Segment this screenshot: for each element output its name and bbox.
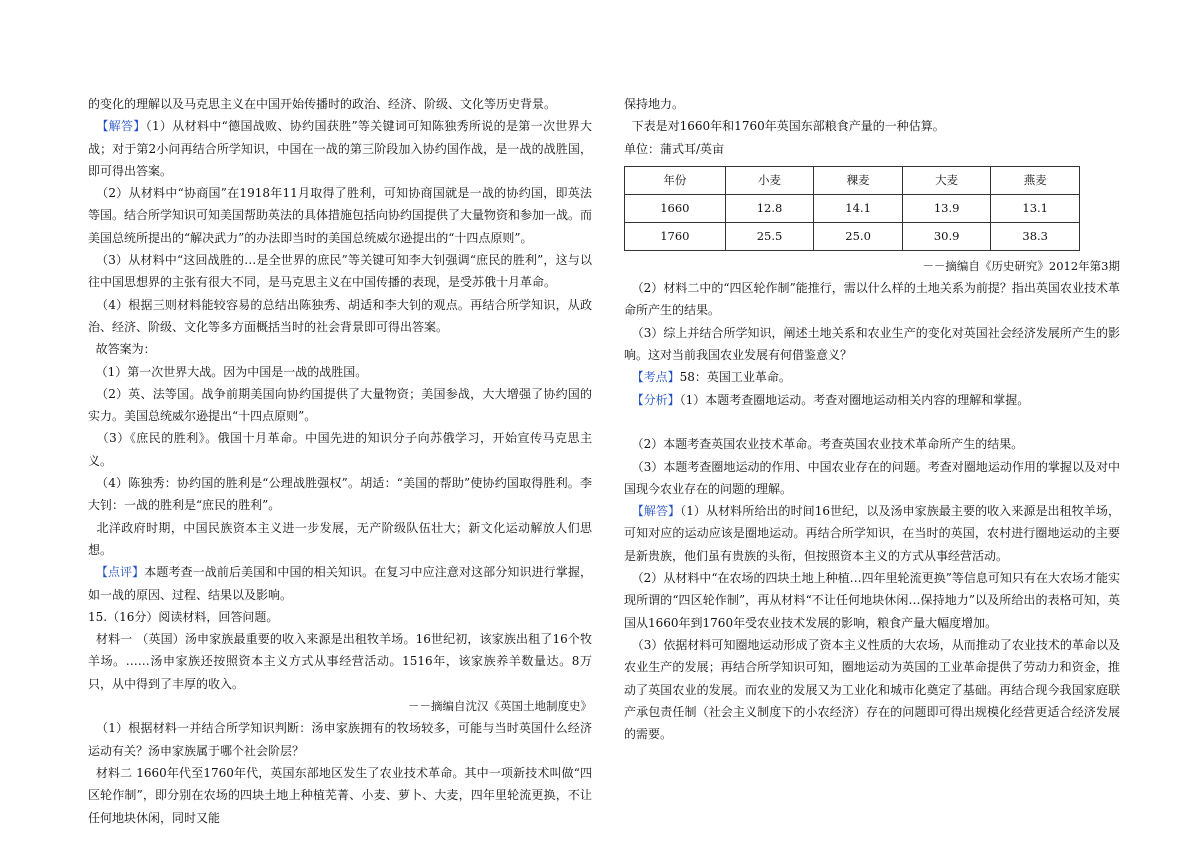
left-paragraph: （2）从材料中“协商国”在1918年11月取得了胜利，可知协商国就是一战的协约国，即英法等国。结合所学知识可知美国帮助英法的具体措施包括向协约国提供了大量物资和参加一战。而美国总统所提出的“解决武力”的办法即当时的美国总统威尔逊提出的“十四点原则”。 [88,186,593,245]
material-two-continued: 保持地力。 [624,97,685,111]
analysis-tag: 【分析】 [631,392,680,407]
right-paragraph: （3）依据材料可知圈地运动形成了资本主义性质的大农场，从而推动了农业技术的革命以及农业生产的发展；再结合所学知识可知，圈地运动为英国的工业革命提供了劳动力和资金，推动了英国农业的发展。而农业的发展又为工业化和城市化奠定了基础。再结合现今我国家庭联产承包责任制（社会主义制度下的小农经济）存在的问题即可得出规模化经营更适合经济发展的需要。 [624,637,1120,742]
grain-yield-table [624,166,1080,251]
answer-tag: 【解答】 [631,504,681,519]
table-cell: 38.3 [991,222,1080,250]
table-intro: 下表是对1660年和1760年英国东部粮食产量的一种估算。 [631,119,945,134]
left-paragraph: 故答案为： [95,342,156,357]
table-unit: 单位：蒲式耳/英亩 [624,141,725,156]
table-row [625,222,1080,250]
material-one: 材料一 （英国）汤申家族最重要的收入来源是出租牧羊场。16世纪初，该家族出租了16个牧羊场。……汤申家族还按照资本主义方式从事经营活动。1516年，该家族养羊数量达。8万只，从中得到了丰厚的收入。 [88,632,592,691]
right-paragraph: （2）从材料中“在农场的四块土地上种植…四年里轮流更换”等信息可知只有在大农场才能实现所谓的“四区轮作制”，再从材料“不让任何地块休闲…保持地力”以及所给出的表格可知，英国从1660年到1760年受农业技术发展的影响，粮食产量大幅度增加。 [624,571,1120,630]
left-paragraph: 【点评】本题考查一战前后美国和中国的相关知识。在复习中应注意对这部分知识进行掌握，如一战的原因、过程、结果以及影响。 [88,565,592,602]
right-paragraph: （2）本题考查英国农业技术革命。考查英国农业技术革命所产生的结果。 [631,437,1024,452]
left-paragraph: （2）英、法等国。战争前期美国向协约国提供了大量物资；美国参战，大大增强了协约国的实力。美国总统威尔逊提出“十四点原则”。 [88,386,592,424]
right-paragraph: （2）材料二中的“四区轮作制”能推行，需以什么样的土地关系为前提？指出英国农业技术革命所产生的结果。 [624,281,1120,318]
header-cell: 稞麦 [814,166,903,194]
table-cell: 13.1 [991,194,1080,222]
right-column [624,93,1120,745]
header-cell: 小麦 [725,166,814,194]
right-paragraph: 【解答】（1）从材料所给出的时间16世纪，以及汤申家族最主要的收入来源是出租牧羊场，可知对应的运动应该是圈地运动。再结合所学知识，在当时的英国，农村进行圈地运动的主要是新贵族，他们虽有贵族的头衔，但按照资本主义的方式从事经营活动。 [624,504,1120,563]
source-citation: －－摘编自沈汉《英国土地制度史》 [408,699,592,714]
answer-tag: 【解答】 [96,119,146,134]
table-cell: 25.5 [725,222,814,250]
left-paragraph: 【解答】（1）从材料中“德国战败、协约国获胜”等关键词可知陈独秀所说的是第一次世界大战；对于第2小问再结合所学知识，中国在一战的第三阶段加入协约国作战，是一战的战胜国，即可得出答案。 [88,119,592,178]
table-cell: 1760 [625,222,726,250]
left-paragraph: 北洋政府时期，中国民族资本主义进一步发展，无产阶级队伍壮大；新文化运动解放人们思想。 [88,520,592,557]
table-cell: 12.8 [725,194,814,222]
left-paragraph: （4）陈独秀：协约国的胜利是“公理战胜强权”。胡适：“美国的帮助”使协约国取得胜利。李大钊：一战的胜利是“庶民的胜利”。 [88,476,592,513]
blank-line [624,411,1120,433]
header-cell: 大麦 [902,166,991,194]
source-citation: －－摘编自《历史研究》2012年第3期 [922,258,1120,273]
left-paragraph: （1）第一次世界大战。因为中国是一战的战胜国。 [95,364,368,379]
table-cell: 14.1 [814,194,903,222]
header-cell: 年份 [625,166,726,194]
right-paragraph: 【分析】（1）本题考查圈地运动。考查对圈地运动相关内容的理解和掌握。 [631,392,1030,407]
table-cell: 13.9 [902,194,991,222]
sub-question-1: （1）根据材料一并结合所学知识判断：汤申家族拥有的牧场较多，可能与当时英国什么经济运动有关？汤申家族属于哪个社会阶层？ [88,721,592,758]
right-paragraph: （3）本题考查圈地运动的作用、中国农业存在的问题。考查对圈地运动作用的掌握以及对中国现今农业存在的问题的理解。 [624,459,1120,496]
right-paragraph: （3）综上并结合所学知识，阐述土地关系和农业生产的变化对英国社会经济发展所产生的影响。这对当前我国农业发展有何借鉴意义？ [624,325,1120,363]
left-paragraph: （4）根据三则材料能较容易的总结出陈独秀、胡适和李大钊的观点。再结合所学知识，从政治、经济、阶级、文化等多方面概括当时的社会背景即可得出答案。 [88,297,592,334]
left-paragraph: （3）从材料中“这回战胜的…是全世界的庶民”等关键可知李大钊强调“庶民的胜利”，这与以往中国思想界的主张有很大不同，是马克思主义在中国传播的表现，是受苏俄十月革命。 [88,253,592,290]
right-paragraph: 【考点】58：英国工业革命。 [631,370,791,385]
topic-tag: 【考点】 [631,370,680,385]
table-cell: 25.0 [814,222,903,250]
left-paragraph: 的变化的理解以及马克思主义在中国开始传播时的政治、经济、阶级、文化等历史背景。 [88,97,557,111]
left-paragraph: （3）《庶民的胜利》。俄国十月革命。中国先进的知识分子向苏俄学习，开始宣传马克思主义。 [88,431,592,468]
question-heading: 15.（16分）阅读材料，回答问题。 [88,609,279,624]
table-header-row [625,166,1080,194]
header-cell: 燕麦 [991,166,1080,194]
left-column [88,93,592,829]
table-row [625,194,1080,222]
material-two: 材料二 1660年代至1760年代，英国东部地区发生了农业技术革命。其中一项新技术叫做“四区轮作制”，即分别在农场的四块土地上种植芜菁、小麦、萝卜、大麦，四年里轮流更换，不让任何地块休闲，同时又能 [88,765,592,825]
table-cell: 30.9 [902,222,991,250]
table-cell: 1660 [625,194,726,222]
review-tag: 【点评】 [95,565,145,580]
